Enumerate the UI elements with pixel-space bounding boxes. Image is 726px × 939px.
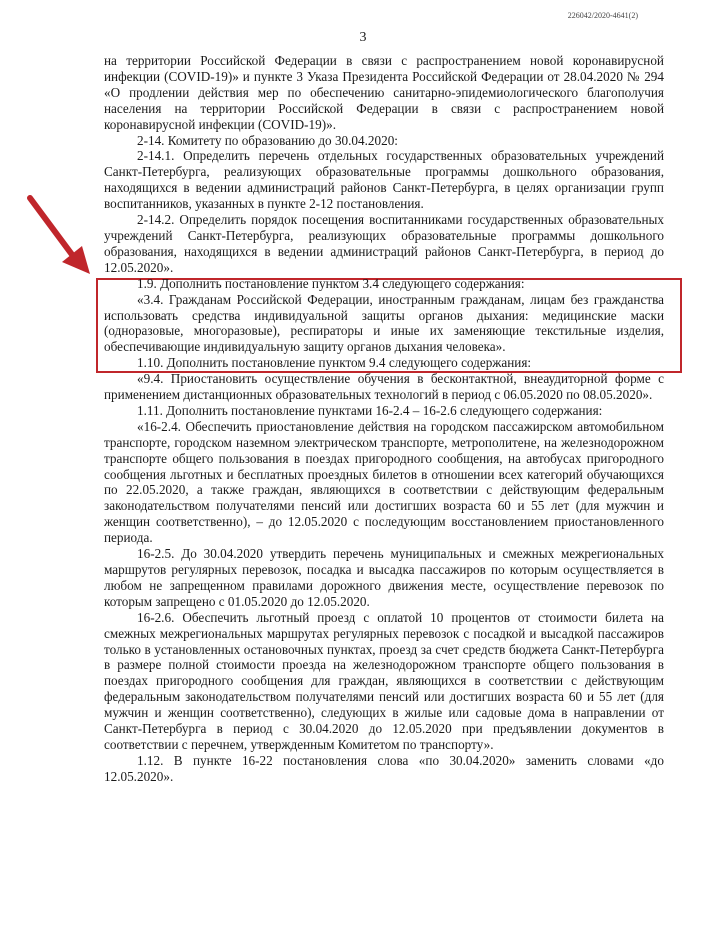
document-id: 226042/2020-4641(2) bbox=[567, 11, 638, 20]
paragraph-16-2-6: 16-2.6. Обеспечить льготный проезд с оплатой 10 процентов от стоимости билета на смежных межрегиональных маршрутах регулярных перевозок с посадкой и высадкой пассажиров только в установленных остановочных пунктах, проезд за счет средств бюджета Санкт-Петербурга в размере полной стоимости проезда на железнодорожном транспорте общего пользования в поездах пригородного сообщения для граждан, являющихся в соответствии с действующим федеральным законодательством получателями пенсий или достигших возраста 60 и 55 лет (для мужчин и женщин соответственно), следующих в жилые или садовые дома в направлении от Санкт-Петербурга в период с 30.04.2020 до 12.05.2020 при предъявлении документов в соответствии с перечнем, утвержденным Комитетом по транспорту». bbox=[104, 609, 664, 752]
paragraph-16-2-4: «16-2.4. Обеспечить приостановление действия на городском пассажирском автомобильном транспорте, городском наземном электрическом транспорте, метрополитене, на железнодорожном транспорте общего пользования в поездах пригородного сообщения, на автобусах пригородного сообщения льготных и бесплатных проездных билетов в отношении всех категорий обучающихся по 22.05.2020, а также граждан, являющихся в соответствии с действующим федеральным законодательством получателями пенсий или достигших возраста 60 и 55 лет (для мужчин и женщин соответственно), – до 12.05.2020 с последующим восстановлением приостановленного периода. bbox=[104, 418, 664, 546]
paragraph-9-4: «9.4. Приостановить осуществление обучения в бесконтактной, внеаудиторной форме с применением дистанционных образовательных технологий в период с 06.05.2020 по 08.05.2020». bbox=[104, 371, 664, 403]
red-arrow-icon bbox=[18, 190, 98, 280]
paragraph-2-14: 2-14. Комитету по образованию до 30.04.2020: bbox=[137, 132, 398, 148]
paragraph-1-9: 1.9. Дополнить постановление пунктом 3.4 следующего содержания: bbox=[137, 275, 525, 291]
document-body bbox=[104, 53, 664, 785]
paragraph-16-2-5: 16-2.5. До 30.04.2020 утвердить перечень муниципальных и смежных межрегиональных маршрутов регулярных перевозок, посадка и высадка пассажиров по которым осуществляется в любом не запрещенном правилами дорожного движения месте, осуществление перевозок по которым запрещено с 01.05.2020 до 12.05.2020. bbox=[104, 546, 664, 609]
paragraph-1-12: 1.12. В пункте 16-22 постановления слова «по 30.04.2020» заменить словами «до 12.05.2020». bbox=[104, 752, 664, 784]
paragraph-2-14-2: 2-14.2. Определить порядок посещения воспитанниками государственных образовательных учреждений Санкт-Петербурга, реализующих образовательные программы дошкольного образования, находящихся в ведении администраций районов Санкт-Петербурга, в период до 12.05.2020». bbox=[104, 212, 664, 275]
paragraph-2-14-1: 2-14.1. Определить перечень отдельных государственных образовательных учреждений Санкт-Петербурга, реализующих образовательные программы дошкольного образования, находящихся в ведении администраций районов Санкт-Петербурга, в целях организации групп воспитанников, указанных в пункте 2-12 постановления. bbox=[104, 148, 664, 212]
paragraph-3-4: «3.4. Гражданам Российской Федерации, иностранным гражданам, лицам без гражданства использовать средства индивидуальной защиты органов дыхания: медицинские маски (одноразовые, многоразовые), респираторы и иные их заменяющие текстильные изделия, обеспечивающие индивидуальную защиту органов дыхания человека». bbox=[104, 291, 664, 355]
paragraph-intro: на территории Российской Федерации в связи с распространением новой коронавирусной инфекции (COVID-19)» и пункте 3 Указа Президента Российской Федерации от 28.04.2020 № 294 «О продлении действия мер по обеспечению санитарно-эпидемиологического благополучия населения на территории Российской Федерации в связи с распространением новой коронавирусной инфекции (COVID-19)». bbox=[104, 53, 664, 132]
page-number: 3 bbox=[359, 30, 367, 45]
paragraph-1-10: 1.10. Дополнить постановление пунктом 9.4 следующего содержания: bbox=[137, 355, 532, 371]
paragraph-1-11: 1.11. Дополнить постановление пунктами 16-2.4 – 16-2.6 следующего содержания: bbox=[137, 402, 603, 418]
